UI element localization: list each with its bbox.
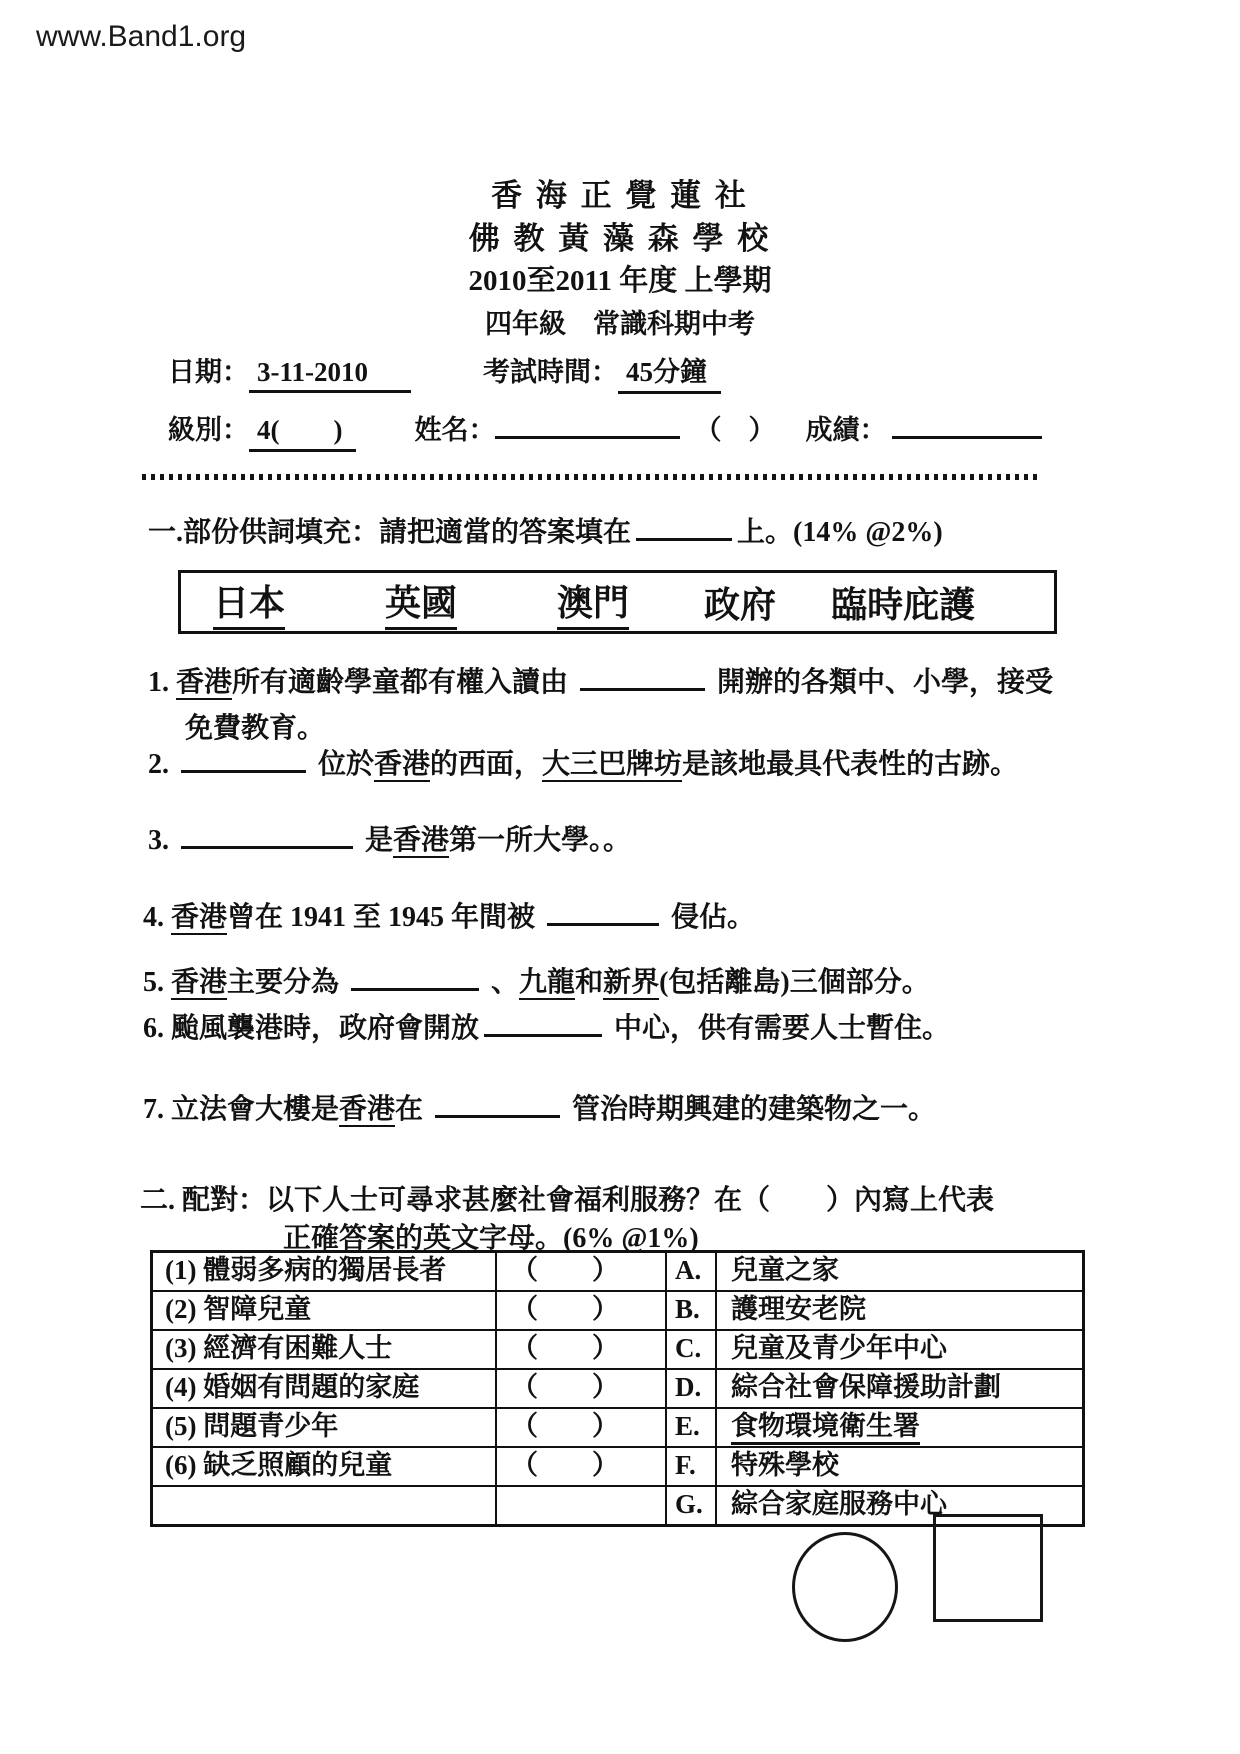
text-segment: 是 xyxy=(358,825,394,856)
exam-time-label: 考試時間： xyxy=(483,357,618,387)
word-bank-item: 政府 xyxy=(704,584,777,625)
underlined-term: 香港 xyxy=(339,1094,396,1125)
service-text: 護理安老院 xyxy=(731,1294,866,1324)
table-cell-service xyxy=(717,1370,1082,1407)
fill-in-blank xyxy=(435,1088,560,1118)
table-cell-letter xyxy=(667,1331,717,1368)
table-row xyxy=(153,1409,1082,1448)
text-segment: 的西面， xyxy=(430,749,543,780)
table-cell-answer xyxy=(497,1331,667,1368)
table-cell-item xyxy=(153,1448,497,1485)
service-text: 兒童及青少年中心 xyxy=(731,1333,947,1363)
underlined-term: 九龍 xyxy=(519,967,576,998)
text-segment: 5. xyxy=(143,967,171,998)
table-cell-letter xyxy=(667,1487,717,1524)
exam-time-value: 45分鐘 xyxy=(618,350,721,394)
item-text: (2) 智障兒童 xyxy=(165,1294,312,1324)
text-segment: 7. 立法會大樓是 xyxy=(143,1094,340,1125)
text-segment: (包括離島)三個部分。 xyxy=(659,967,930,998)
letter-text: A. xyxy=(675,1255,702,1285)
watermark-url: www.Band1.org xyxy=(36,20,247,53)
letter-text: D. xyxy=(675,1372,702,1402)
text-segment: 在 xyxy=(395,1094,431,1125)
table-row xyxy=(153,1331,1082,1370)
table-cell-service xyxy=(717,1331,1082,1368)
table-row xyxy=(153,1448,1082,1487)
item-text: (5) 問題青少年 xyxy=(165,1411,339,1441)
date-time-line xyxy=(168,350,721,394)
date-value: 3-11-2010 xyxy=(249,357,411,393)
question-4 xyxy=(143,895,755,935)
item-text: (6) 缺乏照顧的兒童 xyxy=(165,1450,393,1480)
text-segment: 6. 颱風襲港時，政府會開放 xyxy=(143,1013,480,1044)
text-segment: 侵佔。 xyxy=(664,902,756,933)
text-segment: 所有適齡學童都有權入讀由 xyxy=(232,667,576,698)
question-1-line-1 xyxy=(148,660,1053,700)
service-text: 兒童之家 xyxy=(731,1255,839,1285)
table-cell-service xyxy=(717,1409,1082,1446)
letter-text: E. xyxy=(675,1411,700,1441)
text-segment: 主要分為 xyxy=(227,967,347,998)
answer-text: （ ） xyxy=(511,1372,619,1402)
fill-in-blank xyxy=(181,819,353,849)
text-segment: 4. xyxy=(143,902,171,933)
answer-text: （ ） xyxy=(511,1294,619,1324)
name-blank-line xyxy=(495,410,680,439)
text-segment: 2. xyxy=(148,749,176,780)
fill-in-blank xyxy=(484,1007,602,1037)
answer-text: （ ） xyxy=(511,1333,619,1363)
letter-text: G. xyxy=(675,1489,703,1519)
score-label: 成績： xyxy=(805,415,887,445)
underlined-term: 大三巴牌坊 xyxy=(542,749,683,780)
fill-in-blank xyxy=(547,896,659,926)
table-cell-answer xyxy=(497,1253,667,1290)
answer-text: （ ） xyxy=(511,1411,619,1441)
drawn-circle-shape xyxy=(792,1532,898,1642)
table-cell-item xyxy=(153,1292,497,1329)
fill-in-blank xyxy=(351,961,479,991)
date-label: 日期： xyxy=(168,357,249,387)
word-bank-item: 日本 xyxy=(213,575,285,630)
service-text: 綜合家庭服務中心 xyxy=(731,1489,947,1519)
table-cell-service xyxy=(717,1253,1082,1290)
text-segment: 3. xyxy=(148,825,176,856)
underlined-term: 香港 xyxy=(176,667,233,698)
text-segment: 是該地最具代表性的古跡。 xyxy=(682,749,1019,780)
table-cell-item xyxy=(153,1331,497,1368)
score-blank-line xyxy=(892,410,1042,439)
table-cell-item xyxy=(153,1409,497,1446)
underlined-term: 香港 xyxy=(393,825,450,856)
fill-in-blank xyxy=(181,743,306,773)
underlined-term: 新界 xyxy=(603,967,660,998)
text-segment: 、 xyxy=(484,967,520,998)
word-bank-item: 臨時庇護 xyxy=(831,584,976,625)
table-cell-item xyxy=(153,1487,497,1524)
name-label: 姓名： xyxy=(414,415,496,445)
section2-heading-line-2: 正確答案的英文字母。(6% @1%) xyxy=(283,1223,699,1254)
item-text: (4) 婚姻有問題的家庭 xyxy=(165,1372,420,1402)
service-text: 食物環境衛生署 xyxy=(731,1411,920,1445)
dotted-separator xyxy=(142,474,1040,480)
underlined-term: 香港 xyxy=(374,749,431,780)
table-cell-item xyxy=(153,1253,497,1290)
table-cell-letter xyxy=(667,1370,717,1407)
letter-text: B. xyxy=(675,1294,700,1324)
class-name-score-line xyxy=(168,408,1042,452)
grade-subject-exam: 四年級 常識科期中考 xyxy=(485,309,755,339)
table-row xyxy=(153,1292,1082,1331)
question-7 xyxy=(143,1087,936,1127)
table-cell-answer xyxy=(497,1292,667,1329)
item-text: (1) 體弱多病的獨居長者 xyxy=(165,1255,447,1285)
underlined-term: 香港 xyxy=(171,967,228,998)
table-cell-item xyxy=(153,1370,497,1407)
text-segment: 位於 xyxy=(311,749,375,780)
text-segment: 管治時期興建的建築物之一。 xyxy=(565,1094,937,1125)
name-paren: （ ） xyxy=(694,415,776,445)
table-cell-letter xyxy=(667,1448,717,1485)
table-cell-answer xyxy=(497,1370,667,1407)
table-cell-answer xyxy=(497,1409,667,1446)
table-cell-service xyxy=(717,1448,1082,1485)
table-cell-service xyxy=(717,1292,1082,1329)
item-text: (3) 經濟有困難人士 xyxy=(165,1333,393,1363)
class-value: 4( ) xyxy=(249,408,356,452)
letter-text: F. xyxy=(675,1450,696,1480)
word-bank-item: 英國 xyxy=(385,575,457,630)
table-cell-answer xyxy=(497,1448,667,1485)
text-segment: 第一所大學。。 xyxy=(449,825,632,856)
table-row xyxy=(153,1253,1082,1292)
word-bank-box xyxy=(178,570,1057,634)
service-text: 特殊學校 xyxy=(731,1450,839,1480)
text-segment: 一.部份供詞填充：請把適當的答案填在 xyxy=(148,517,632,548)
question-3 xyxy=(148,818,631,858)
underlined-term: 香港 xyxy=(171,902,228,933)
answer-text: （ ） xyxy=(511,1255,619,1285)
text-segment: 1. xyxy=(148,667,176,698)
section2-heading-line-1: 二. 配對：以下人士可尋求甚麼社會福利服務？在（ ）內寫上代表 xyxy=(140,1185,995,1216)
question-5 xyxy=(143,960,930,1000)
text-segment: 曾在 1941 至 1945 年間被 xyxy=(227,902,543,933)
service-text: 綜合社會保障援助計劃 xyxy=(731,1372,1001,1402)
drawn-square-shape xyxy=(933,1514,1043,1622)
letter-text: C. xyxy=(675,1333,702,1363)
organization-name: 香 海 正 覺 蓮 社 xyxy=(491,178,749,213)
question-6 xyxy=(143,1006,950,1046)
question-2 xyxy=(148,742,1018,782)
school-year-term: 2010至2011 年度 上學期 xyxy=(468,265,772,297)
table-cell-answer xyxy=(497,1487,667,1524)
text-segment: 和 xyxy=(575,967,604,998)
text-segment: 中心，供有需要人士暫住。 xyxy=(607,1013,951,1044)
fill-in-blank xyxy=(636,511,732,541)
matching-table xyxy=(150,1250,1085,1527)
section1-heading xyxy=(148,510,943,550)
answer-text: （ ） xyxy=(511,1450,619,1480)
table-cell-letter xyxy=(667,1292,717,1329)
table-cell-letter xyxy=(667,1253,717,1290)
fill-in-blank xyxy=(580,661,705,691)
text-segment: 開辦的各類中、小學，接受 xyxy=(710,667,1054,698)
word-bank-item: 澳門 xyxy=(557,575,629,630)
table-row xyxy=(153,1370,1082,1409)
class-label: 級別： xyxy=(168,415,249,445)
text-segment: 免費教育。 xyxy=(185,713,326,744)
table-cell-letter xyxy=(667,1409,717,1446)
school-name: 佛 教 黃 藻 森 學 校 xyxy=(468,221,772,256)
text-segment: 上。(14% @2%) xyxy=(737,517,943,548)
question-1-line-2 xyxy=(185,706,325,746)
